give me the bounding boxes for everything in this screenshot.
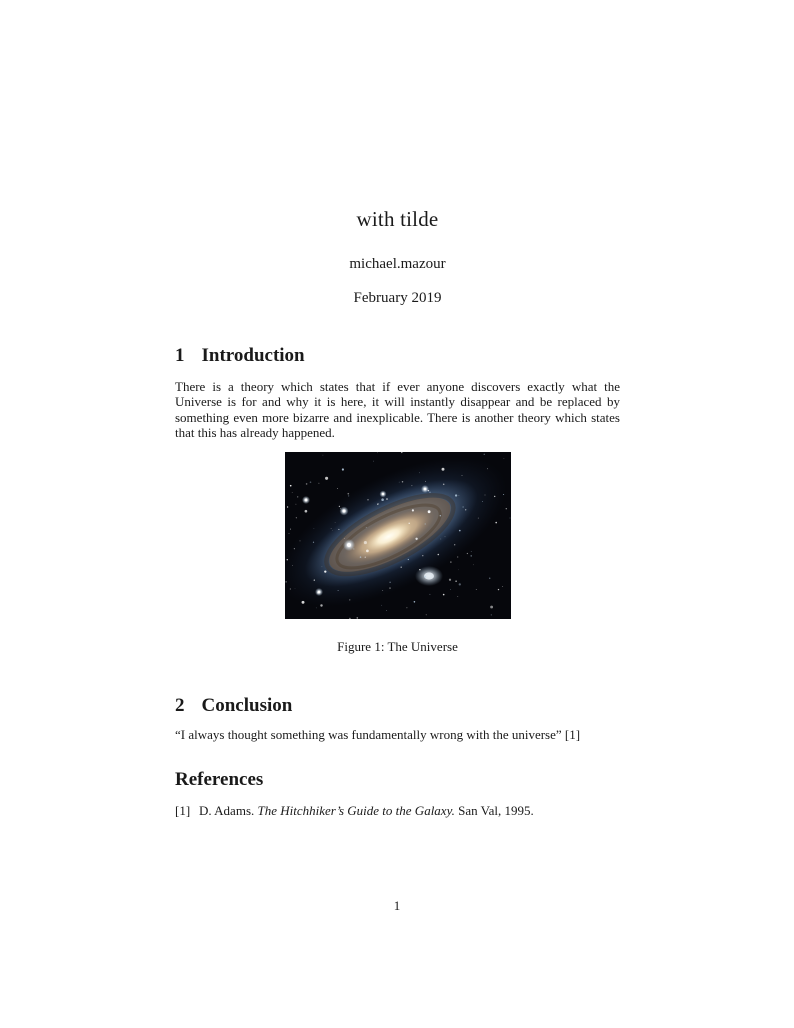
figure-caption: Figure 1: The Universe xyxy=(337,638,458,654)
reference-authors: D. Adams. xyxy=(199,803,255,819)
reference-publisher: San Val, 1995. xyxy=(458,803,534,819)
galaxy-image-svg xyxy=(285,452,511,619)
companion-galaxy-core xyxy=(424,572,434,579)
section-title: Conclusion xyxy=(201,695,293,717)
reference-entry xyxy=(175,803,620,818)
reference-title: The Hitchhiker’s Guide to the Galaxy. xyxy=(257,803,455,819)
document-date: February 2019 xyxy=(353,290,442,306)
galaxy-image xyxy=(285,452,511,619)
section-title: Introduction xyxy=(201,345,305,366)
document-author: michael.mazour xyxy=(349,256,446,272)
conclusion-paragraph: “I always thought something was fundamentally wrong with the universe” [1] xyxy=(175,727,581,743)
section-number: 2 xyxy=(175,695,185,717)
document-title: with tilde xyxy=(356,207,439,231)
reference-text xyxy=(199,803,620,818)
references-heading: References xyxy=(175,769,264,791)
section-heading-introduction xyxy=(175,344,620,367)
page-number: 1 xyxy=(393,898,401,913)
figure-universe xyxy=(175,452,620,654)
section-number: 1 xyxy=(175,345,185,366)
section-heading-conclusion xyxy=(175,694,620,717)
reference-label: [1] xyxy=(175,803,191,819)
introduction-paragraph: There is a theory which states that if ever anyone discovers exactly what the Universe is for and why it is here, it will instantly disappear and be replaced by something even more bizarre and inexplicable. There is another theory which states that this has already happened. xyxy=(175,379,620,441)
document-content xyxy=(175,0,620,819)
